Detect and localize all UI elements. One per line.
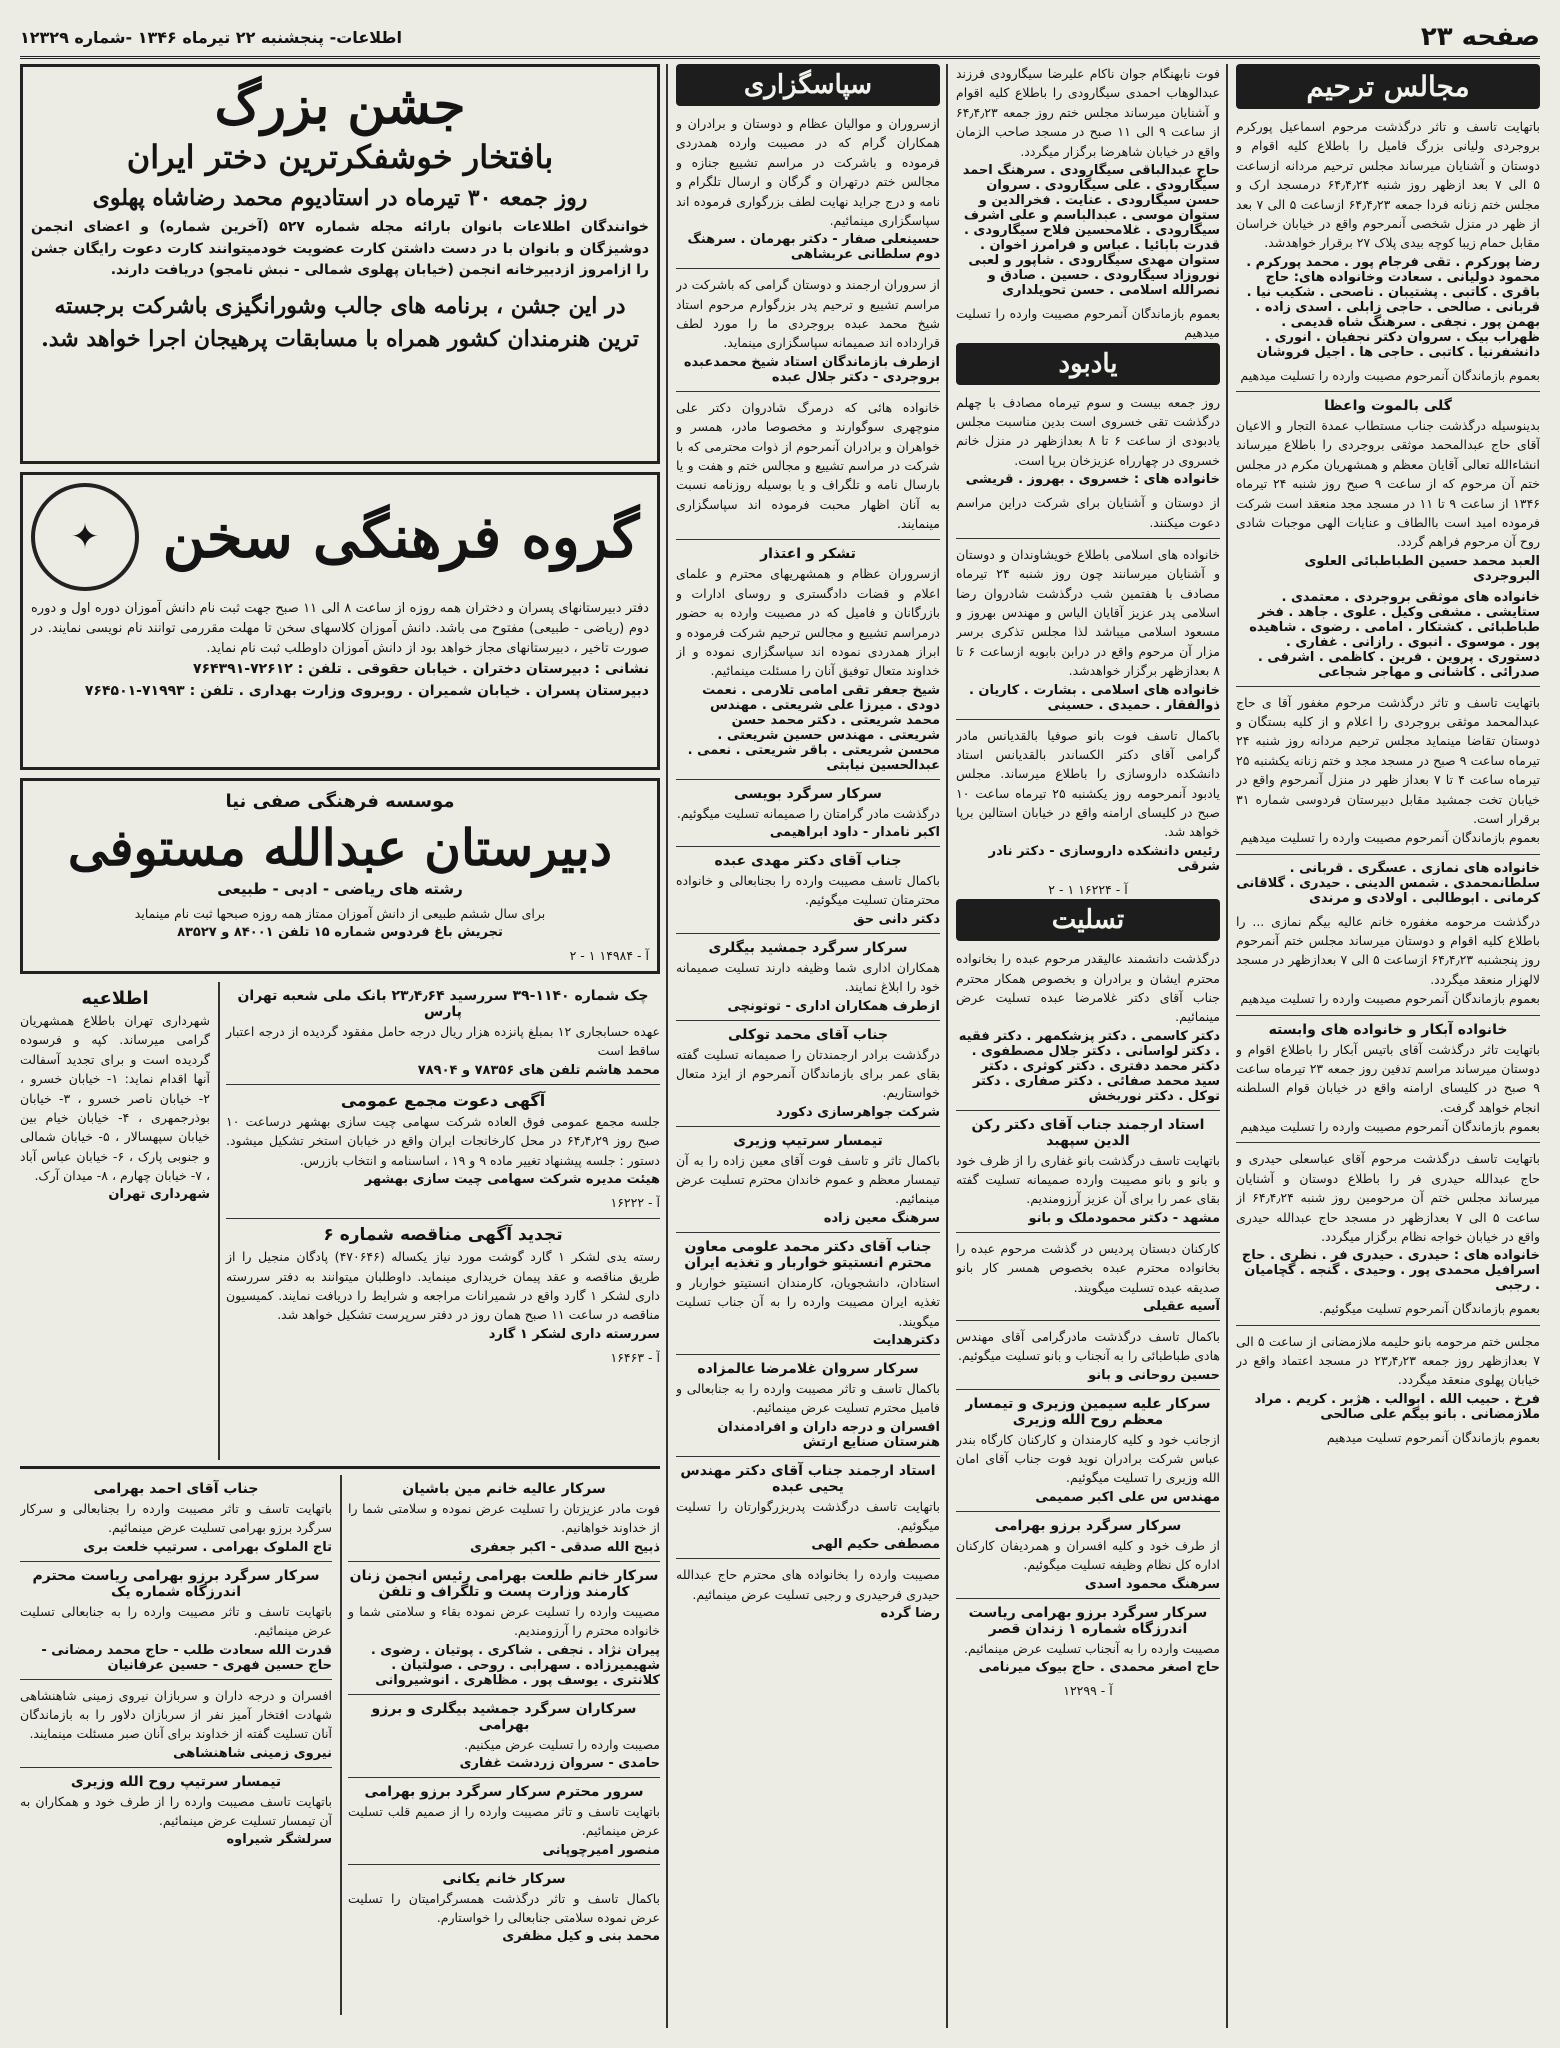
notice-text: از دوستان و آشنایان برای شرکت دراین مراسم دعوت میکنند. (956, 495, 1220, 530)
ad-mostowfi-address: تجریش باغ فردوس شماره ۱۵ تلفن ۸۴۰۰۱ و ۸۳۵۲۷ (177, 925, 503, 941)
ad-mostowfi-fields: رشته های ریاضی - ادبی - طبیعی (217, 880, 463, 898)
masthead (20, 18, 1540, 59)
notice-heading: سرکار سرگرد بویسی (734, 785, 882, 802)
notice-heading: جناب آقای دکتر مهدی عبده (714, 853, 902, 869)
school-emblem-icon: ✦ (31, 483, 139, 591)
tender-title: تجدید آگهی مناقصه شماره ۶ (323, 1225, 563, 1246)
notice-heading: جناب آقای دکتر محمد علومی معاون محترم انستیتو خواربار و تغذیه ایران (684, 1238, 932, 1271)
divider (676, 268, 940, 269)
divider (348, 1864, 660, 1865)
divider (1236, 1015, 1540, 1016)
condolence-notice (348, 1481, 660, 1562)
notice-text: درگذشت مادر گرامتان را صمیمانه تسلیت میگوئیم. (676, 805, 940, 821)
lost-cheque-body: عهده حسابجاری ۱۲ بمبلغ پانزده هزار ریال درجه حامل مفقود گردیده از درجه اعتبار ساقط است (226, 1024, 660, 1059)
divider (956, 1110, 1220, 1111)
notice-signature: مهندس س علی اکبر صمیمی (1035, 1489, 1220, 1505)
notice-signature: محمد بنی و کیل مظفری (502, 1929, 660, 1945)
notice-names: خانواده های : حیدری . حیدری فر . نظری . حاج اسرافیل محمدی پور . وحیدی . گنجه . گچامیان . رجبی (1241, 1248, 1540, 1294)
notice-signature: مصطفی حکیم الهی (811, 1537, 940, 1553)
notice-text: خانواده هائی که درمرگ شادروان دکتر علی منوچهری سوگوارند و مخصوصا مادر، همسر و خواهران و برادران آنمرحوم از ذوات محترمی که با شرکت در مراسم تشییع و مجالس ختم و هفت و یا بارسال نامه و تلگراف و یا بوسیله روزنامه نسبت به آنان اظهار محبت فرموده اند سپاسگزاری مینمایند. (676, 399, 940, 531)
notice-text: بعموم بازماندگان آنمرحوم تسلیت میدهیم (1326, 1429, 1540, 1445)
divider (956, 538, 1220, 539)
condolence-notice (20, 1686, 332, 1768)
issue-info: اطلاعات- پنجشنبه ۲۲ تیرماه ۱۳۴۶ -شماره ۱۲۳۲۹ (20, 27, 402, 47)
ad-festival (20, 64, 660, 464)
condolence-notice (348, 1871, 660, 1945)
notice-heading: استاد ارجمند جناب آقای دکتر مهندس یحیی عبده (680, 1462, 936, 1495)
notice-names: شیخ جعفر تقی امامی تلارمی . نعمت دودی . میرزا علی شریعتی . مهندس محمد شریعتی . دکتر محمد حسن شریعتی . مهندس حسین شریعتی . محسن شریعتی . باقر شریعتی . نعمی . عبدالحسین نیابتی (687, 682, 940, 773)
condolence-notice (348, 1784, 660, 1865)
ad-code: آ - ۱۲۲۹۹ (1063, 1682, 1113, 1698)
ad-festival-title: جشن بزرگ (214, 75, 466, 136)
column-obituaries (1236, 64, 1540, 2028)
divider (676, 1558, 940, 1559)
tender-body: رسته یدی لشکر ۱ گارد گوشت مورد نیاز یکساله (۴۷۰۶۴۶) پادگان منجیل را از طریق مناقصه و عقد پیمان خریداری مینماید. داوطلبان میتوانند به دفتر سررسته داری لشکر ۱ گارد واقع در شمیرانات مراجعه و شرایط را دریافت نمایند. کمیسیون مناقصه در ساعت ۱۱ صبح همان روز در دفتر سرپرست تشکیل خواهد شد. (226, 1249, 660, 1323)
notice-text: بعموم بازماندگان آنمرحوم مصیبت وارده را تسلیت میدهیم (1240, 1119, 1540, 1134)
ad-festival-date: روز جمعه ۳۰ تیرماه در استادیوم محمد رضاشاه پهلوی (92, 184, 588, 211)
lost-cheque-title: چک شماره ۱۱۴۰-۳۹ سررسید ۲۳٫۴٫۶۴ بانک ملی شعبه تهران پارس (237, 988, 649, 1020)
notice-names: خانواده های موثقی بروجردی . معتمدی . ستایشی . مشفی وکیل . علوی . جاهد . فخر طباطبائی . کشتکار . امامی . رضوی . شاهیده پور . موسوی . انبوی . رازانی . غفاری . دستوری . پروین . فرین . کاظمی . اشرفی . صدرائی . کاشانی و مهاجر شجاعی (1249, 589, 1540, 680)
ad-sokhan-address-boys: دبیرستان پسران . خیابان شمیران . روبروی وزارت بهداری . تلفن : ۷۱۹۹۳-۷۶۴۵۰۱ (84, 683, 649, 700)
divider (348, 1561, 660, 1562)
divider (348, 1777, 660, 1778)
divider (676, 1232, 940, 1233)
page-number: صفحه ۲۳ (1420, 22, 1540, 52)
notice-signature: حسینعلی صفار - دکتر بهرمان . سرهنگ دوم سلطانی عربشاهی (687, 232, 940, 263)
notice-text: مصیبت وارده را تسلیت عرض میکنیم. (464, 1736, 660, 1752)
notice-text: باکمال تاسف مصیبت وارده را بجنابعالی و خانواده محترمتان تسلیت میگوئیم. (676, 873, 940, 908)
notice-heading: جناب آقای احمد بهرامی (93, 1481, 259, 1497)
ad-code: آ - ۱۶۲۲۴ ۱ - ۲ (1048, 881, 1128, 897)
notice-signature: سرهنگ محمود اسدی (1084, 1576, 1220, 1592)
divider (1236, 1142, 1540, 1143)
notice-text: باتهایت تاسف مصیبت وارده را از طرف خود و همکاران به آن تیمسار تسلیت عرض مینمائیم. (20, 1793, 332, 1828)
notice-text: باتهایت تاسف درگذشت پدربزرگوارتان را تسلیت میگوئیم. (676, 1498, 940, 1533)
ad-code: آ - ۱۶۴۶۳ (610, 1349, 660, 1365)
notice-text: بدینوسیله درگذشت جناب مستطاب عمدة التجار و الاعیان آقای حاج عبدالمحمد موثقی بروجردی را باطلاع میرساند انشاءالله تعالی آقایان معظم و همشهریان مکرم در مجلس ختم آن مرحوم که از ساعت ۹ صبح روز شنبه ۲۴ تیرماه ۱۳۴۶ از ساعت ۹ تا ۱۱ در مسجد مجد منعقد است شرکت فرموده امید است باالطاف و عنایات الهی موجبات شادی روح آن مرحوم فراهم گردد. (1236, 418, 1540, 550)
notice-signature: رئیس دانشکده داروسازی - دکتر نادر شرقی (988, 843, 1220, 874)
municipal-notice-body: شهرداری تهران باطلاع همشهریان گرامی میرساند. کپه و فرسوده گردیده است و برای تجدید آسفالت آنها اقدام نماید: ۱- خیابان خسرو ، ۲- خیابان ناصر خسرو ، ۳- خیابان بوذرجمهری ، ۴- خیابان خیام بین خیابان سپهسالار ، ۵- خیابان شمالی و جنوبی پارک ، ۶- خیابان عباس آباد ، ۷- خیابان چهارم ، ۸- میدان آرک. (20, 1013, 210, 1183)
ads-middle-row (20, 982, 660, 1460)
notice-heading: سرکاران سرگرد جمشید بیگلری و برزو بهرامی (371, 1700, 637, 1733)
divider (956, 1389, 1220, 1390)
ads-bottom-row (20, 1475, 660, 2015)
divider (1236, 391, 1540, 392)
notice-signature: حامدی - سروان زردشت غفاری (459, 1755, 660, 1771)
notice-heading: سرکار عالیه خانم مین باشیان (402, 1481, 606, 1497)
notice-text: ازسروران و موالیان عظام و دوستان و برادران و همکاران گرام که در مصیبت وارده همدردی فرموده و باشرکت در مراسم تشییع جنازه و مجالس ختم درتهران و گرگان و ارسال تلگرام و نامه و درج جراید نهایت لطف بزرگواری فرموده اند سپاسگزاری مینمائیم. (676, 116, 940, 228)
notice-heading: سرکار سرگرد برزو بهرامی (994, 1517, 1182, 1534)
divider (956, 1232, 1220, 1233)
notice-text: مجلس ختم مرحومه بانو حلیمه ملازمضانی از ساعت ۵ الی ۷ بعدازظهر روز جمعه ۲۳٫۴٫۲۳ در مسجد اعتماد واقع در خیابان پهلوی منعقد میگردد. (1236, 1333, 1540, 1388)
notice-text: درگذشت مرحومه مغفوره خانم عالیه بیگم نمازی ... را باطلاع کلیه اقوام و دوستان میرساند مجلس ختم آنمرحوم روز پنجشنبه ۶۴٫۴٫۲۳ ازساعت ۵ الی ۷ بعدازظهر در مسجد لالهزار منعقد میگردد. (1236, 913, 1540, 987)
condolence-list-b (20, 1475, 332, 2015)
divider (956, 1511, 1220, 1512)
notice-text: باکمال تاسف درگذشت مادرگرامی آقای مهندس هادی طباطبائی را به آنجناب و بانو تسلیت میگوئیم. (956, 1328, 1220, 1364)
ad-mostowfi-title: دبیرستان عبدالله مستوفی (67, 818, 613, 877)
notice-names: خانواده های نمازی . عسگری . قربانی . سلطانمحمدی . شمس الدینی . حیدری . گلاقانی کرمانی . ابوطالبی . اولادی و مرندی (1236, 860, 1540, 906)
notice-heading: سرکار خانم طلعت بهرامی رئیس انجمن زنان کارمند وزارت پست و تلگراف و تلفن (349, 1567, 659, 1600)
column-condolences (956, 64, 1220, 2028)
notice-text: باتهایت تاسف و تاثر مصیبت وارده را بجنابعالی و سرکار سرگرد برزو بهرامی تسلیت عرض مینمائیم. (20, 1501, 332, 1536)
municipal-notice-title: اطلاعیه (81, 988, 149, 1009)
notice-signature: سرلشگر شیراوه (226, 1832, 332, 1848)
tender-signature: سررسته داری لشکر ۱ گارد (488, 1326, 660, 1342)
notice-signature: دکترهدایت (872, 1332, 940, 1348)
divider (676, 933, 940, 934)
notice-heading: جناب آقای محمد توکلی (727, 1026, 889, 1043)
notice-names: دکتر کاسمی . دکتر پزشکمهر . دکتر فقیه . دکتر لواسانی . دکتر جلال مصطفوی . دکتر محمد دفتری . دکتر کوثری . دکتر سید محمد صفائی . دکتر صفاری . دکتر توکل . دکتر نوربخش (958, 1028, 1220, 1104)
condolence-list-a (340, 1475, 660, 2015)
notice-text: باکمال تاسف و تاثر درگذشت همسرگرامیتان را تسلیت عرض نموده سلامتی جنابعالی را خواستارم. (348, 1890, 660, 1925)
notice-text: بعموم بازماندگان آنمرحوم مصیبت وارده را تسلیت میدهیم (1240, 367, 1540, 383)
notice-text: روز جمعه بیست و سوم تیرماه مصادف با چهلم درگذشت تقی خسروی است بدین مناسبت مجلس یادبودی از ساعت ۶ تا ۸ بعدازظهر در منزل خانم خسروی در چهارراه عزیزخان برپا است. (956, 394, 1220, 468)
ad-mostowfi-org: موسسه فرهنگی صفی نیا (225, 791, 455, 812)
notice-text: باتهایت تاسف و تاثر مصیبت وارده را از صمیم قلب تسلیت عرض مینمائیم. (348, 1803, 660, 1839)
divider (956, 1320, 1220, 1321)
divider (676, 391, 940, 392)
divider (1236, 854, 1540, 855)
notice-signature: ازطرف بازماندگان استاد شیخ محمدعبده بروجردی - دکتر جلال عبده (683, 354, 940, 385)
notice-signature: ازطرف همکاران اداری - توتونچی (727, 998, 940, 1014)
ad-sokhan-address-girls: نشانی : دبیرستان دختران . خیابان حقوقی . تلفن : ۷۲۶۱۲-۷۶۴۳۹۱ (192, 661, 649, 678)
ad-code: آ - ۱۴۹۸۴ ۱ - ۲ (569, 948, 649, 964)
notice-text: مصیبت وارده را به آنجناب تسلیت عرض مینمائیم. (964, 1640, 1220, 1656)
notice-text: مصیبت وارده را بخانواده های محترم حاج عبدالله حیدری فرحیدری و رجبی تسلیت عرض مینمائیم. (676, 1567, 940, 1602)
notice-text: باکمال تاسف فوت بانو صوفیا بالقدیانس مادر گرامی آقای دکتر الکساندر بالقدیانس استاد دانشکده داروسازی را باطلاع میرساند. مجلس یادبود آنمرحومه روز یکشنبه ۲۵ تیرماه ساعت ۱۰ صبح در کلیسای ارامنه واقع در خیابان استالین برپا خواهد شد. (956, 727, 1220, 840)
notice-signature: سرهنگ معین زاده (823, 1210, 940, 1226)
notice-text: بعموم بازماندگان آنمرحوم مصیبت وارده را تسلیت میدهیم (956, 305, 1220, 341)
ad-mostowfi-school (20, 778, 660, 974)
ad-mostowfi-body: برای سال ششم طبیعی از دانش آموزان ممتاز همه روزه صبحها ثبت نام مینماید (134, 906, 546, 921)
divider (1236, 1325, 1540, 1326)
notice-text: باتهایت تاسف و تاثر مصیبت وارده را به جنابعالی تسلیت عرض مینمائیم. (20, 1603, 332, 1639)
notice-text: از سروران ارجمند و دوستان گرامی که باشرکت در مراسم تشییع و ترحیم پدر بزرگوارم مرحوم استاد شیخ محمد عبده بروجردی ما را مورد لطف قرارداده اند صمیمانه سپاسگزاری مینماید. (676, 277, 940, 351)
notice-text: باتهایت تاسف و تاثر درگذشت مرحوم مغفور آقا ی حاج عبدالمحمد موثقی بروجردی را اعلام و از کلیه بستگان و دوستان تقاضا مینماید مجلس ترحیم مردانه روز شنبه ۲۴ تیرماه ساعت ۹ صبح در مسجد مجد و ختم زنانه یکشنبه ۲۵ تیرماه ساعت ۴ تا ۷ بعداز ظهر در منزل آنمرحوم واقع در خیابان تخت جمشید مقابل دبیرستان فردوسی شماره ۳۱ برقرار است. (1236, 694, 1540, 826)
notice-signature: العبد محمد حسین الطباطبائی العلوی البروجردی (1304, 553, 1540, 584)
notice-text: باکمال تاسف و تاثر مصیبت وارده را به جنابعالی و فامیل محترم تسلیت عرض مینمائیم. (676, 1380, 940, 1416)
notice-heading: تیمسار سرتیپ روح الله وزیری (70, 1773, 282, 1790)
assembly-title: آگهی دعوت مجمع عمومی (340, 1090, 546, 1110)
section-banner-memorial: یادبود (956, 343, 1220, 385)
divider (20, 1767, 332, 1768)
ads-middle-left (20, 982, 210, 1460)
lost-cheque-signature: محمد هاشم تلفن های ۷۸۳۵۶ و ۷۸۹۰۴ (417, 1062, 660, 1078)
notice-text: ازجانب خود و کلیه کارمندان و کارکنان کارگاه بندر عباس شرکت برادران نوید فوت جناب آقای امان الله وزیری را تسلیت میگوئیم. (956, 1431, 1220, 1486)
ad-festival-subtitle: بافتخار خوشفکرترین دختر ایران (126, 138, 554, 177)
divider (226, 1218, 660, 1219)
condolence-notice (348, 1701, 660, 1778)
notice-signature: اکبر نامدار - داود ابراهیمی (769, 825, 940, 840)
ad-sokhan-school (20, 472, 660, 770)
notice-signature: ذبیح الله صدقی - اکبر جعفری (470, 1539, 660, 1555)
notice-text: باتهایت تاسف درگذشت بانو غفاری را از ظرف خود و بانو و بانو مصیبت وارده صمیمانه تسلیت گفته بقای عمر را برای آن عزیز آرزومندیم. (956, 1152, 1220, 1207)
notice-heading: سرکار خانم یکانی (442, 1870, 566, 1887)
notice-heading: تیمسار سرتیپ وزیری (733, 1132, 883, 1149)
notice-signature: تاج الملوک بهرامی . سرتیپ خلعت بری (83, 1539, 332, 1555)
column-advertisements (20, 64, 660, 2028)
notice-heading: استاد ارجمند جناب آقای دکتر رکن الدین سپهبد (971, 1116, 1205, 1149)
divider (20, 1561, 332, 1562)
notice-signature: مشهد - دکتر محمودملک و بانو (1028, 1210, 1220, 1226)
notice-text: بعموم بازماندگان آنمرحوم مصیبت وارده را تسلیت میدهیم (1240, 991, 1540, 1007)
notice-signature: دکتر دانی حق (853, 911, 940, 927)
divider (676, 779, 940, 780)
divider (676, 539, 940, 540)
column-rule (666, 64, 668, 2028)
notice-signature: حسین روحانی و بانو (1088, 1367, 1220, 1383)
notice-text: فوت نابهنگام جوان ناکام علیرضا سیگارودی فرزند عبدالوهاب احمدی سیگارودی را باطلاع کلیه اقوام و آشنایان میرساند مجلس ختم روز جمعه ۶۴٫۴٫۲۳ از ساعت ۹ الی ۱۱ صبح در مسجد صاحب الزمان واقع در خیابان شاهرضا برگزار میگردد. (956, 66, 1220, 159)
notice-text: فوت مادر عزیزتان را تسلیت عرض نموده و سلامتی شما را از خداوند خواهانیم. (348, 1501, 660, 1536)
divider (676, 1354, 940, 1355)
notice-heading: سرکار سروان غلامرضا عالمزاده (697, 1360, 919, 1377)
notice-text: استادان، دانشجویان، کارمندان انستیتو خواربار و تغذیه ایران مصیبت وارده را به آن جناب تسلیت میگویند. (676, 1274, 940, 1329)
notice-text: ازسروران عظام و همشهریهای محترم و علمای اعلام و قضات دادگستری و روسای ادارات و بازرگانان و فامیل که در مصیبت وارده به حضور درمراسم تشییع و مجالس ترحیم شرکت فرموده و ابراز همدردی نموده اند سپاسگزاری نموده و از خداوند متعال توفیق آنان را مسئلت مینمائیم. (676, 566, 940, 679)
notice-text: باتهایت تاسف و تاثر درگذشت مرحوم اسماعیل پورکرم بروجردی ولیانی بزرگ فامیل را باطلاع کلیه اقوام و دوستان و آشنایان میرساند مجلس ترحیم مردانه ازساعت ۵ الی ۷ بعد ازظهر روز شنبه ۶۴٫۴٫۲۴ درمسجد ارک و مجلس ختم زنانه فردا جمعه ۶۴٫۴٫۲۳ ازساعت ۵ الی ۷ بعد از ظهر در منزل شخصی آنمرحوم واقع در خیابان خراسان مقابل حمام زیبا کوچه بیدی پلاک ۲۷ برقرار خواهدشد. (1236, 119, 1540, 251)
divider (676, 846, 940, 847)
newspaper-page (20, 18, 1540, 2028)
notice-heading: گلی بالموت واعظا (1324, 398, 1452, 414)
notice-text: افسران و درجه داران و سربازان نیروی زمینی شاهنشاهی شهادت افتخار آمیز نفر از سربازان دلاور را به بازماندگان آنان تسلیت گفته از خداوند برای آنان صبر مسئلت مینمایند. (20, 1687, 332, 1742)
condolence-notice (348, 1568, 660, 1695)
section-banner-obituaries: مجالس ترحیم (1236, 64, 1540, 109)
notice-heading: سرکار سرگرد برزو بهرامی ریاست اندرزگاه شماره ۱ زندان قصر (968, 1604, 1208, 1637)
condolence-notice (20, 1568, 332, 1680)
notice-signature: منصور امیرچوپانی (542, 1842, 660, 1858)
notice-signature: آسیه عقیلی (1143, 1298, 1220, 1314)
ad-code: آ - ۱۶۲۲۲ (610, 1194, 660, 1210)
notice-names: خانواده های اسلامی . بشارت . کاریان . ذوالفقار . حمیدی . حسینی (968, 682, 1220, 713)
divider (348, 1694, 660, 1695)
notice-signature: نیروی زمینی شاهنشاهی (173, 1745, 332, 1761)
notice-text: باتهایت تاسف درگذشت مرحوم آقای عباسعلی حیدری و حاج عبدالله حیدری فر را باطلاع دوستان و آشنایان میرساند مجلس ختم آن مرحومین روز شنبه ۶۴٫۴٫۲۴ از ساعت ۵ الی ۷ بعدازظهر در مسجد حاج عبدالله حیدری واقع در خیابان خواجه نظام برگزار میگردد. (1236, 1151, 1540, 1244)
notice-heading: سرور محترم سرکار سرگرد برزو بهرامی (364, 1783, 644, 1800)
column-thanks (676, 64, 940, 2028)
notice-signature: پیران نژاد . نجفی . شاکری . پوتیان . رضوی . شهیمیرزاده . سهرابی . روحی . صولتیان . کلانتری . یوسف پور . مظاهری . انوشیروانی (370, 1642, 660, 1688)
notice-signature: حاج اصغر محمدی . حاج بیوک میرنامی (978, 1659, 1220, 1675)
notice-text: درگذشت برادر ارجمندتان را صمیمانه تسلیت گفته بقای عمر برای بازماندگان آنمرحوم از ایزد متعال خواستاریم. (676, 1046, 940, 1101)
section-banner-thanks: سپاسگزاری (676, 64, 940, 106)
notice-heading: تشکر و اعتذار (760, 546, 856, 563)
ad-festival-body: خوانندگان اطلاعات بانوان بارائه مجله شماره ۵۲۷ (آخرین شماره) و اعضای انجمن دوشیزگان و بانوان با در دست داشتن کارت عضویت خودمیتوانند کارت دعوت رایگان جشن را ازامروز ازدبیرخانه انجمن (خیابان پهلوی شمالی - نبش نامجو) دریافت دارند. (31, 218, 649, 279)
notice-text: از طرف خود و کلیه افسران و همردیفان کارکنان اداره کل نظام وظیفه تسلیت میگوئیم. (956, 1537, 1220, 1573)
notice-text: درگذشت دانشمند عالیقدر مرحوم عبده را بخانواده محترم ایشان و برادران و بخصوص همکار محترم جناب آقای دکتر غلامرضا عبده تسلیت عرض مینمائیم. (956, 951, 1220, 1025)
notice-heading: سرکار سرگرد جمشید بیگلری (708, 939, 908, 956)
condolence-notice (20, 1481, 332, 1562)
notice-text: خانواده های اسلامی باطلاع خویشاوندان و دوستان و آشنایان میرسانند چون روز شنبه ۲۴ تیرماه مصادف با هفتمین شب درگذشت شادروان رضا اسلامی پدر عزیز آقایان الیاس و مهندس بهروز و مسعود اسلامی میباشد لذا مجلس تذکری برسر مزار آن مرحوم واقع در درابن بابویه ازساعت ۶ تا ۸ بعدازظهر برگزار خواهدشد. (956, 546, 1220, 679)
divider (226, 1084, 660, 1085)
notice-signature: قدرت الله سعادت طلب - حاج محمد رمضانی - حاج حسین فهری - حسین عرفانیان (41, 1642, 332, 1673)
notice-text: بعموم بازماندگان آنمرحوم تسلیت میگوئیم. (1319, 1301, 1540, 1317)
divider (956, 1598, 1220, 1599)
notice-heading: سرکار علیه سیمین وزیری و تیمسار معظم روح الله وزیری (965, 1395, 1211, 1428)
ad-festival-note: در این جشن ، برنامه های جالب وشورانگیزی باشرکت برجسته ترین هنرمندان کشور همراه با مسابقات پرهیجان اجرا خواهد شد. (41, 293, 639, 353)
notice-text: همکاران اداری شما وظیفه دارند تسلیت صمیمانه خود را ابلاغ نمایند. (676, 959, 940, 995)
divider (20, 1679, 332, 1680)
notice-signature: رضا گرده (880, 1606, 940, 1622)
column-rule (1226, 64, 1228, 2028)
municipal-notice-signature: شهرداری تهران (108, 1187, 210, 1203)
divider (956, 719, 1220, 720)
divider (676, 1456, 940, 1457)
divider (676, 1020, 940, 1021)
column-rule (946, 64, 948, 2028)
notice-signature: شرکت جواهرسازی دکورد (776, 1104, 940, 1120)
notice-text: باکمال تاثر و تاسف فوت آقای معین زاده را به آن تیمسار معظم و عموم خاندان محترم تسلیت عرض مینمائیم. (676, 1152, 940, 1207)
assembly-body: جلسه مجمع عمومی فوق العاده شرکت سهامی چیت سازی بهشهر درساعت ۱۰ صبح روز ۶۴٫۴٫۲۹ در محل کارخانجات ایران واقع در خیابان استخر تشکیل میشود. دستور : جلسه پیشنهاد تغییر ماده ۹ و ۱۹ ، اساسنامه و انتخاب بازرس. (226, 1113, 660, 1168)
ads-middle-right (218, 982, 660, 1460)
notice-signature: افسران و درجه داران و افرادمندان هنرستان صنایع ارتش (717, 1419, 940, 1450)
notice-names: فرخ . حبیب الله . ابوالب . هژبر . کریم . مراد ملازمضانی . بانو بیگم علی صالحی (1254, 1391, 1540, 1422)
divider (1236, 686, 1540, 687)
notice-heading: خانواده آبکار و خانواده های وابسته (1268, 1021, 1508, 1038)
notice-text: بعموم بازماندگان آنمرحوم مصیبت وارده را تسلیت میدهیم (1240, 830, 1540, 846)
notice-text: باتهایت تاثر درگذشت آقای باتیس آبکار را باطلاع اقوام و دوستان میرساند مراسم تدفین روز جمعه ۲۳ تیرماه ساعت ۹ صبح در کلیسای ارامنه واقع در خیابان قوام السلطنه انجام خواهد گرفت. (1236, 1041, 1540, 1115)
ad-sokhan-body: دفتر دبیرستانهای پسران و دختران همه روزه از ساعت ۸ الی ۱۱ صبح جهت ثبت نام دانش آموزان دوره اول و دوره دوم (ریاضی - طبیعی) مفتوح می باشد. دانش آموزان کلاسهای سخن تا مهلت مقررمی توانند نام نویسی نمایند. در صورت تاخیر ، دبیرستانهای مجاز خواهد بود از دانش آموزان داوطلب ثبت نام نماید. (31, 601, 649, 657)
notice-text: کارکنان دبستان پردیس در گذشت مرحوم عبده را بخانواده محترم عبده بخصوص همسر کار بانو صدیقه عبده تسلیت میگویند. (956, 1240, 1220, 1295)
divider (20, 1466, 660, 1469)
notice-names: رضا پورکرم . تقی فرجام پور . محمد پورکرم . محمود دولیانی . سعادت وخانواده های: حاج باقری . کاتبی . پشتیبان . ناصحی . شکیب نیا . قربانی . صالحی . حاجی زابلی . اسدی زاده . بهمن پور . نجفی . سرهنگ شاه قدیمی . ظهراب بیک . سروان دکتر نجفیان . انوری . دانشفرنیا . کاتبی . حاجی ها . اجیل فروشان (1246, 254, 1540, 360)
notice-names: حاج عبدالباقی سیگارودی . سرهنگ احمد سیگارودی . علی سیگارودی . سروان حسن سیگارودی . عنایت . فخرالدین و ستوان موسی . عبدالباسم و علی اشرف سیگارودی . غلامحسین فلاح سیگارودی . قدرت بابائیا . عباس و فرامرز اخوان . ستوان مهدی سیگارودی . شاپور و لعبی نوروزاد سیگارودی . حسین . صادق و نصرالله اسلامی . حسن تحویلداری (962, 162, 1220, 298)
section-banner-condolence: تسلیت (956, 899, 1220, 941)
notice-heading: سرکار سرگرد برزو بهرامی ریاست محترم اندرزگاه شماره یک (32, 1567, 320, 1600)
notice-text: مصیبت وارده را تسلیت عرض نموده بقاء و سلامتی شما و خانواده محترم را آرزومندیم. (348, 1603, 660, 1639)
notice-names: خانواده های : خسروی . بهروز . قریشی (965, 472, 1220, 488)
assembly-signature: هیئت مدیره شرکت سهامی چیت سازی بهشهر (364, 1171, 660, 1187)
condolence-notice (20, 1774, 332, 1848)
divider (676, 1126, 940, 1127)
ad-sokhan-title: گروه فرهنگی سخن (162, 503, 640, 571)
